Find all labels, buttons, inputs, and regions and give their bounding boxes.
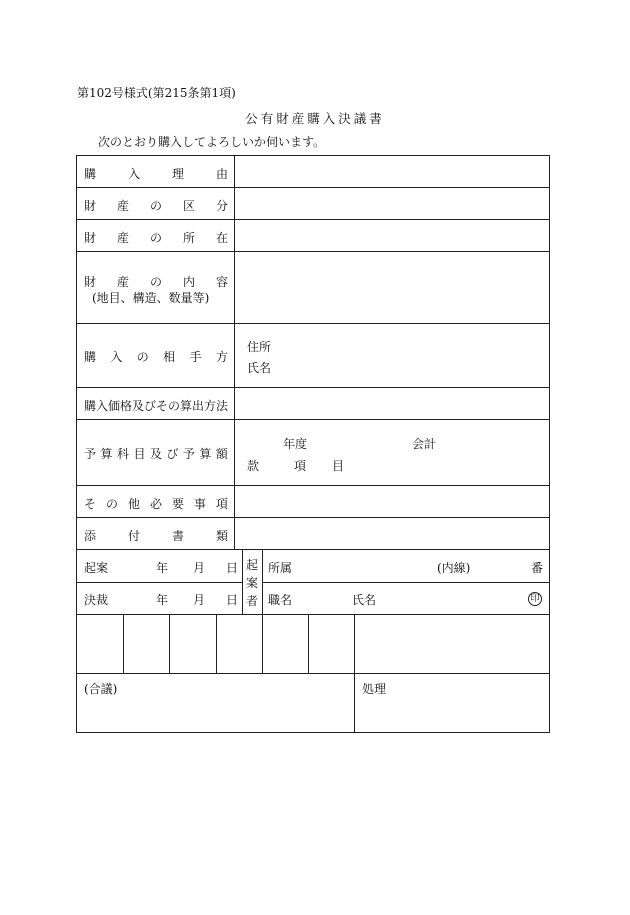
- drafted-year: 年: [156, 561, 169, 575]
- affiliation-label: 所属: [268, 561, 293, 575]
- label-purchase-reason: 購 入 理 由: [84, 167, 228, 181]
- label-property-location: 財 産 の 所 在: [84, 231, 228, 245]
- seal-icon: 印: [528, 592, 542, 606]
- approved-month: 月: [193, 593, 206, 607]
- drafter-label: 起 案 者: [246, 558, 259, 608]
- budget-kou-label: 項: [294, 459, 307, 473]
- drafted-label: 起案: [84, 561, 109, 575]
- label-property-content: 財 産 の 内 容: [84, 275, 228, 289]
- processing-label: 処理: [362, 682, 387, 696]
- approved-day: 日: [226, 593, 239, 607]
- approved-year: 年: [156, 593, 169, 607]
- drafted-month: 月: [193, 561, 206, 575]
- budget-year-label: 年度: [283, 437, 308, 451]
- extension-label: (内線): [437, 561, 471, 575]
- label-price-method: 購入価格及びその算出方法: [84, 399, 229, 413]
- budget-account-label: 会計: [412, 437, 437, 451]
- drafted-day: 日: [226, 561, 239, 575]
- label-other-matters: そ の 他 必 要 事 項: [84, 497, 228, 511]
- counterparty-address-label: 住所: [247, 340, 272, 354]
- label-budget: 予 算 科 目 及 び 予 算 額: [84, 447, 228, 461]
- approved-label: 決裁: [84, 593, 109, 607]
- intro-text: 次のとおり購入してよろしいか伺います。: [98, 135, 326, 149]
- budget-kan-label: 款: [247, 459, 260, 473]
- drafter-name-label: 氏名: [352, 593, 377, 607]
- counterparty-name-label: 氏名: [247, 361, 272, 375]
- label-property-content-note: (地目、構造、数量等): [92, 291, 210, 305]
- label-attachments: 添 付 書 類: [84, 529, 228, 543]
- position-label: 職名: [268, 593, 293, 607]
- consultation-label: (合議): [84, 682, 118, 696]
- label-property-category: 財 産 の 区 分: [84, 199, 228, 213]
- document-title: 公有財産購入決議書: [245, 111, 385, 126]
- budget-moku-label: 目: [332, 459, 345, 473]
- extension-number-suffix: 番: [531, 561, 544, 575]
- label-counterparty: 購 入 の 相 手 方: [84, 350, 228, 364]
- form-number: 第102号様式(第215条第1項): [77, 86, 236, 100]
